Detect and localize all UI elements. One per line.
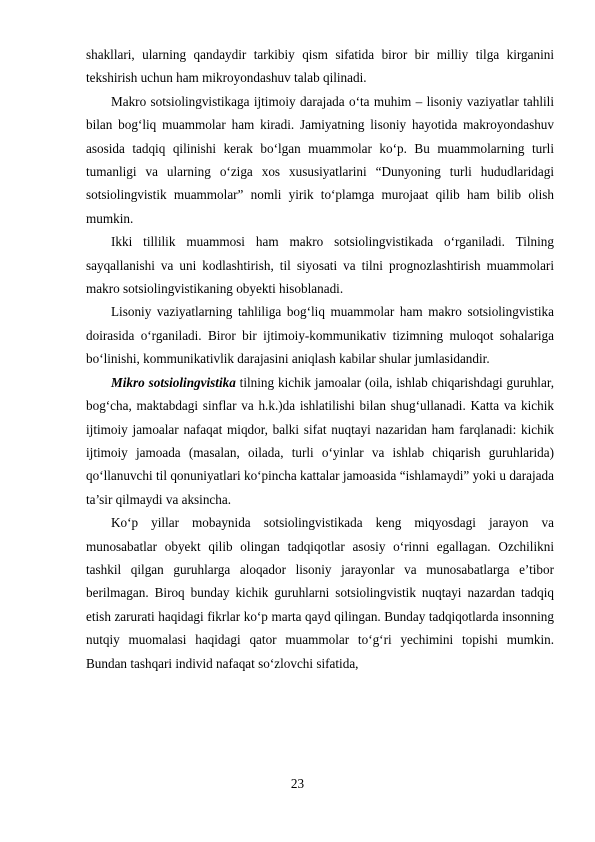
paragraph-bilingualism: Ikki tillilik muammosi ham makro sotsiolingvistikada o‘rganiladi. Tilning sayqallanishi va uni kodlashtirish, til siyosati va tilni prognozlashtirish muammolari makro sotsiolingvistikaning obyekti hisoblanadi. [86, 234, 554, 297]
paragraph-micro-sociolinguistics [86, 371, 554, 511]
paragraph-macro-sociolinguistics: Makro sotsiolingvistikaga ijtimoiy darajada o‘ta muhim – lisoniy vaziyatlar tahlili bilan bog‘liq muammolar ham kiradi. Jamiyatning lisoniy hayotida makroyondashuv asosida tadqiq qilinishi kerak bo‘lgan muammolar ko‘p. Bu muammolarning turli tumanligi va ularning o‘ziga xos xususiyatlarini “Dunyoning turli hududlaridagi sotsiolingvistik muammolar” nomli yirik to‘plamga murojaat qilib ham bilib olish mumkin. [86, 93, 554, 226]
paragraph-research-history: Ko‘p yillar mobaynida sotsiolingvistikada keng miqyosdagi jarayon va munosabatlar obyekt qilib olingan tadqiqotlar asosiy o‘rinni egallagan. Ozchilikni tashkil qilgan guruhlarga aloqador lisoniy jarayonlar va munosabatlarga e’tibor berilmagan. Biroq bunday kichik guruhlarni sotsiolingvistik nuqtayi nazardan tadqiq etish zarurati haqidagi fikrlar ko‘p marta qayd qilingan. Bunday tadqiqotlarda insonning nutqiy muomalasi haqidagi qator muammolar to‘g‘ri yechimini topishi mumkin. Bundan tashqari individ nafaqat so‘zlovchi sifatida, [86, 515, 554, 671]
page-body [86, 43, 554, 675]
term-micro-sociolinguistics: Mikro sotsiolingvistika [111, 374, 236, 390]
page-number: 23 [290, 776, 305, 791]
paragraph-language-situations: Lisoniy vaziyatlarning tahliliga bog‘liq muammolar ham makro sotsiolingvistika doirasida o‘rganiladi. Biror bir ijtimoiy-kommunikativ tizimning muloqot sohalariga bo‘linishi, kommunikativlik darajasini aniqlash kabilar shular jumlasidandir. [86, 304, 554, 367]
paragraph-continuation: shakllari, ularning qandaydir tarkibiy qism sifatida biror bir milliy tilga kirganini tekshirish uchun ham mikroyondashuv talab qilinadi. [86, 47, 554, 86]
paragraph-micro-text: tilning kichik jamoalar (oila, ishlab chiqarishdagi guruhlar, bog‘cha, maktabdagi sinflar va h.k.)da ishlatilishi bilan shug‘ullanadi. Katta va kichik ijtimoiy jamoalar nafaqat miqdor, balki sifat nuqtayi nazaridan ham farqlanadi: kichik ijtimoiy jamoada (masalan, oilada, turli o‘yinlar va ishlab chiqarish guruhlarida) qo‘llanuvchi til qonuniyatlari ko‘pincha kattalar jamoasida “ishlamaydi” yoki u darajada ta’sir qilmaydi va aksincha. [86, 374, 554, 507]
